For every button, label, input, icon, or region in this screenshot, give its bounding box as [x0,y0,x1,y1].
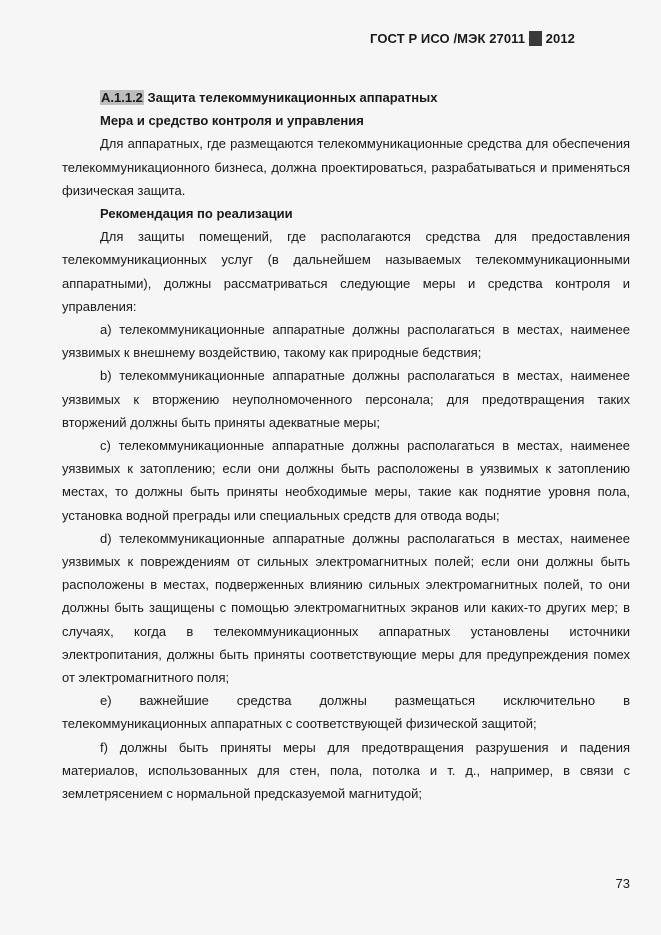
section-title: Защита телекоммуникационных аппаратных [143,90,438,105]
document-body [62,86,630,805]
control-text: Для аппаратных, где размещаются телекоммуникационные средства для обеспечения телекоммуникационного бизнеса, должна проектироваться, разрабатываться и применяться физическая защита. [62,136,630,198]
guidance-heading: Рекомендация по реализации [100,206,293,222]
standard-designation: ГОСТ Р ИСО /МЭК 27011 [370,31,529,46]
control-heading: Мера и средство контроля и управления [100,113,364,129]
list-item-c: с) телекоммуникационные аппаратные должны располагаться в местах, наименее уязвимых к затоплению; если они должны быть расположены в уязвимых к затоплению местах, то должны быть приняты необходимые меры, такие как поднятие уровня пола, установка водной преграды или специальных средств для отвода воды; [62,438,630,523]
list-item-e: е) важнейшие средства должны размещаться исключительно в телекоммуникационных аппаратных с соответствующей физической защитой; [62,693,630,732]
section-number: А.1.1.2 [101,90,143,105]
list-item-a: а) телекоммуникационные аппаратные должны располагаться в местах, наименее уязвимых к внешнему воздействию, такому как природные бедствия; [62,322,630,361]
standard-year: 2012 [541,31,575,46]
list-item-b: b) телекоммуникационные аппаратные должны располагаться в местах, наименее уязвимых к вторжению неуполномоченного персонала; для предотвращения таких вторжений должны быть приняты адекватные меры; [62,368,630,430]
page-number: 73 [615,876,630,891]
guidance-intro: Для защиты помещений, где располагаются средства для предоставления телекоммуникационных услуг (в дальнейшем называемых телекоммуникационными аппаратными), должны рассматриваться следующие меры и средства контроля и управления: [62,229,630,314]
document-header [370,31,575,46]
section-heading [62,86,630,109]
list-item-f: f) должны быть приняты меры для предотвращения разрушения и падения материалов, использованных для стен, пола, потолка и т. д., например, в связи с землетрясением с нормальной предсказуемой магнитудой; [62,739,630,802]
header-dash: — [528,31,542,46]
list-item-d: d) телекоммуникационные аппаратные должны располагаться в местах, наименее уязвимых к повреждениям от сильных электромагнитных полей; если они должны быть расположены в местах, подверженных влиянию сильных электромагнитных полей, то они должны быть защищены с помощью электромагнитных экранов или каких-то других мер; в случаях, когда в телекоммуникационных аппаратных установлены источники электропитания, должны быть приняты соответствующие меры для предупреждения помех от электромагнитного поля; [62,530,630,686]
